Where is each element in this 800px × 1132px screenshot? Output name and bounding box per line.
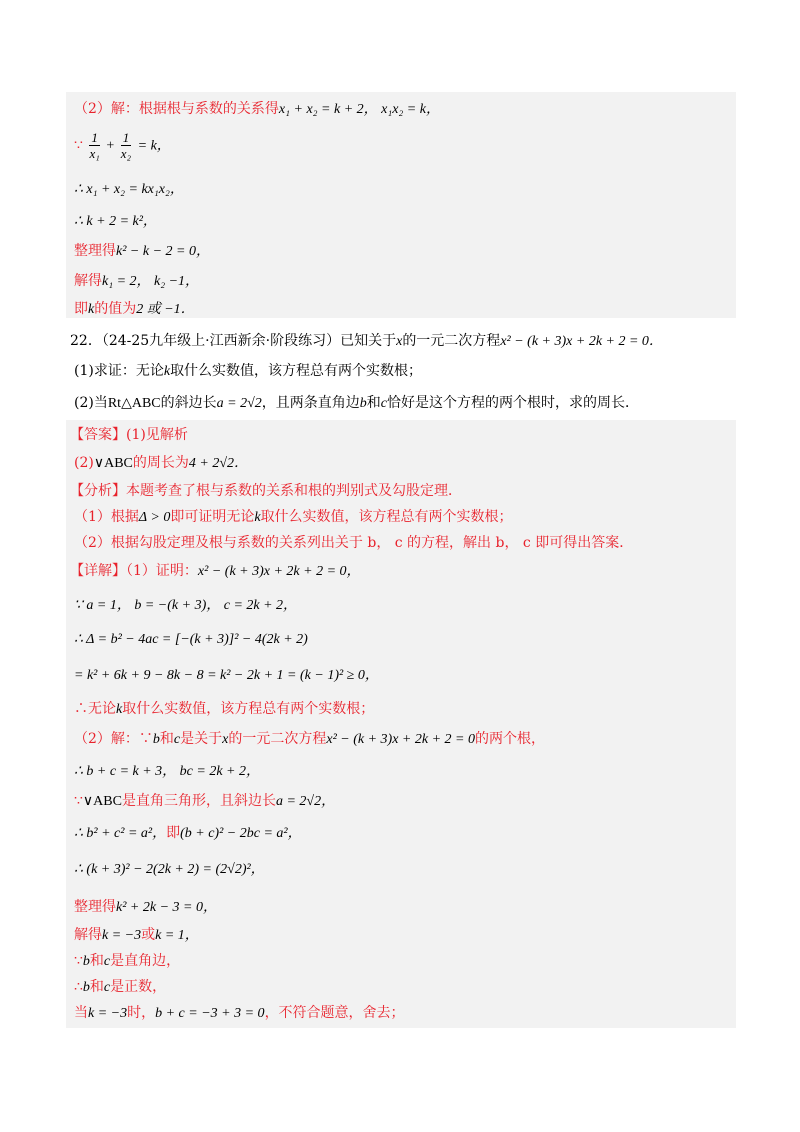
sol-line-1: （2）解：根据根与系数的关系得x₁ + x₂ = k + 2， x₁x₂ = k，: [74, 101, 440, 117]
sol-line-3: ∴ x₁ + x₂ = kx₁x₂，: [74, 182, 184, 197]
analysis-line-2: （1）根据Δ > 0即可证明无论k取什么实数值，该方程总有两个实数根；: [74, 509, 513, 525]
analysis-line-3: （2）根据勾股定理及根与系数的关系列出关于 b， c 的方程，解出 b， c 即可得出答案．: [74, 535, 634, 551]
detail-line-12: 解得k = −3或k = 1，: [74, 927, 199, 943]
answer-line-1: 【答案】(1)见解析: [70, 427, 188, 443]
sol-line-2: ∵ $\frac{1}{\text{x₁}}$ + $\frac{1}{\text{x₂}}$ = k，: [74, 130, 171, 161]
detail-line-4: = k² + 6k + 9 − 8k − 8 = k² − 2k + 1 = (k − 1)² ≥ 0，: [74, 668, 379, 683]
detail-line-1: 【详解】（1）证明：x² − (k + 3)x + 2k + 2 = 0，: [70, 563, 361, 579]
problem-22-q1: (1)求证：无论k取什么实数值，该方程总有两个实数根；: [74, 363, 423, 379]
analysis-line-1: 【分析】本题考查了根与系数的关系和根的判别式及勾股定理．: [70, 483, 462, 499]
detail-line-2: ∵ a = 1， b = −(k + 3)， c = 2k + 2，: [74, 598, 298, 613]
sol-line-7: 即k的值为2 或 −1．: [74, 301, 195, 317]
fraction-1-over-x1: $\frac{1}{\text{x₁}}$: [89, 130, 100, 161]
sol-line-4: ∴ k + 2 = k²，: [74, 214, 157, 229]
detail-line-8: ∵∨ABC是直角三角形，且斜边长a = 2√2，: [74, 793, 336, 809]
detail-line-7: ∴ b + c = k + 3， bc = 2k + 2，: [74, 764, 260, 779]
sol-line-5: 整理得k² − k − 2 = 0，: [74, 243, 210, 259]
sol-line-6: 解得k₁ = 2， k₂ −1，: [74, 273, 200, 289]
problem-22-q2: (2)当Rt△ABC的斜边长a = 2√2，且两条直角边b和c恰好是这个方程的两个根时，求的周长．: [74, 395, 639, 411]
detail-line-5: ∴无论k取什么实数值，该方程总有两个实数根；: [74, 701, 375, 717]
fraction-1-over-x2: $\frac{1}{\text{x₂}}$: [120, 130, 132, 161]
problem-22-stem: 22．（24-25九年级上·江西新余·阶段练习）已知关于x的一元二次方程x² − (k + 3)x + 2k + 2 = 0．: [70, 333, 663, 349]
detail-line-9: ∴ b² + c² = a²，即(b + c)² − 2bc = a²，: [74, 825, 302, 841]
detail-line-11: 整理得k² + 2k − 3 = 0，: [74, 899, 217, 915]
detail-line-6: （2）解：∵b和c是关于x的一元二次方程x² − (k + 3)x + 2k + 2 = 0的两个根，: [74, 731, 545, 747]
detail-line-13: ∵b和c是直角边，: [74, 953, 181, 969]
detail-line-3: ∴ Δ = b² − 4ac = [−(k + 3)]² − 4(2k + 2): [74, 632, 308, 647]
detail-line-15: 当k = −3时，b + c = −3 + 3 = 0，不符合题意，舍去；: [74, 1005, 405, 1021]
detail-line-14: ∴b和c是正数，: [74, 979, 167, 995]
detail-line-10: ∴ (k + 3)² − 2(2k + 2) = (2√2)²，: [74, 862, 265, 877]
answer-line-2: (2)∨ABC的周长为4 + 2√2．: [74, 455, 249, 471]
